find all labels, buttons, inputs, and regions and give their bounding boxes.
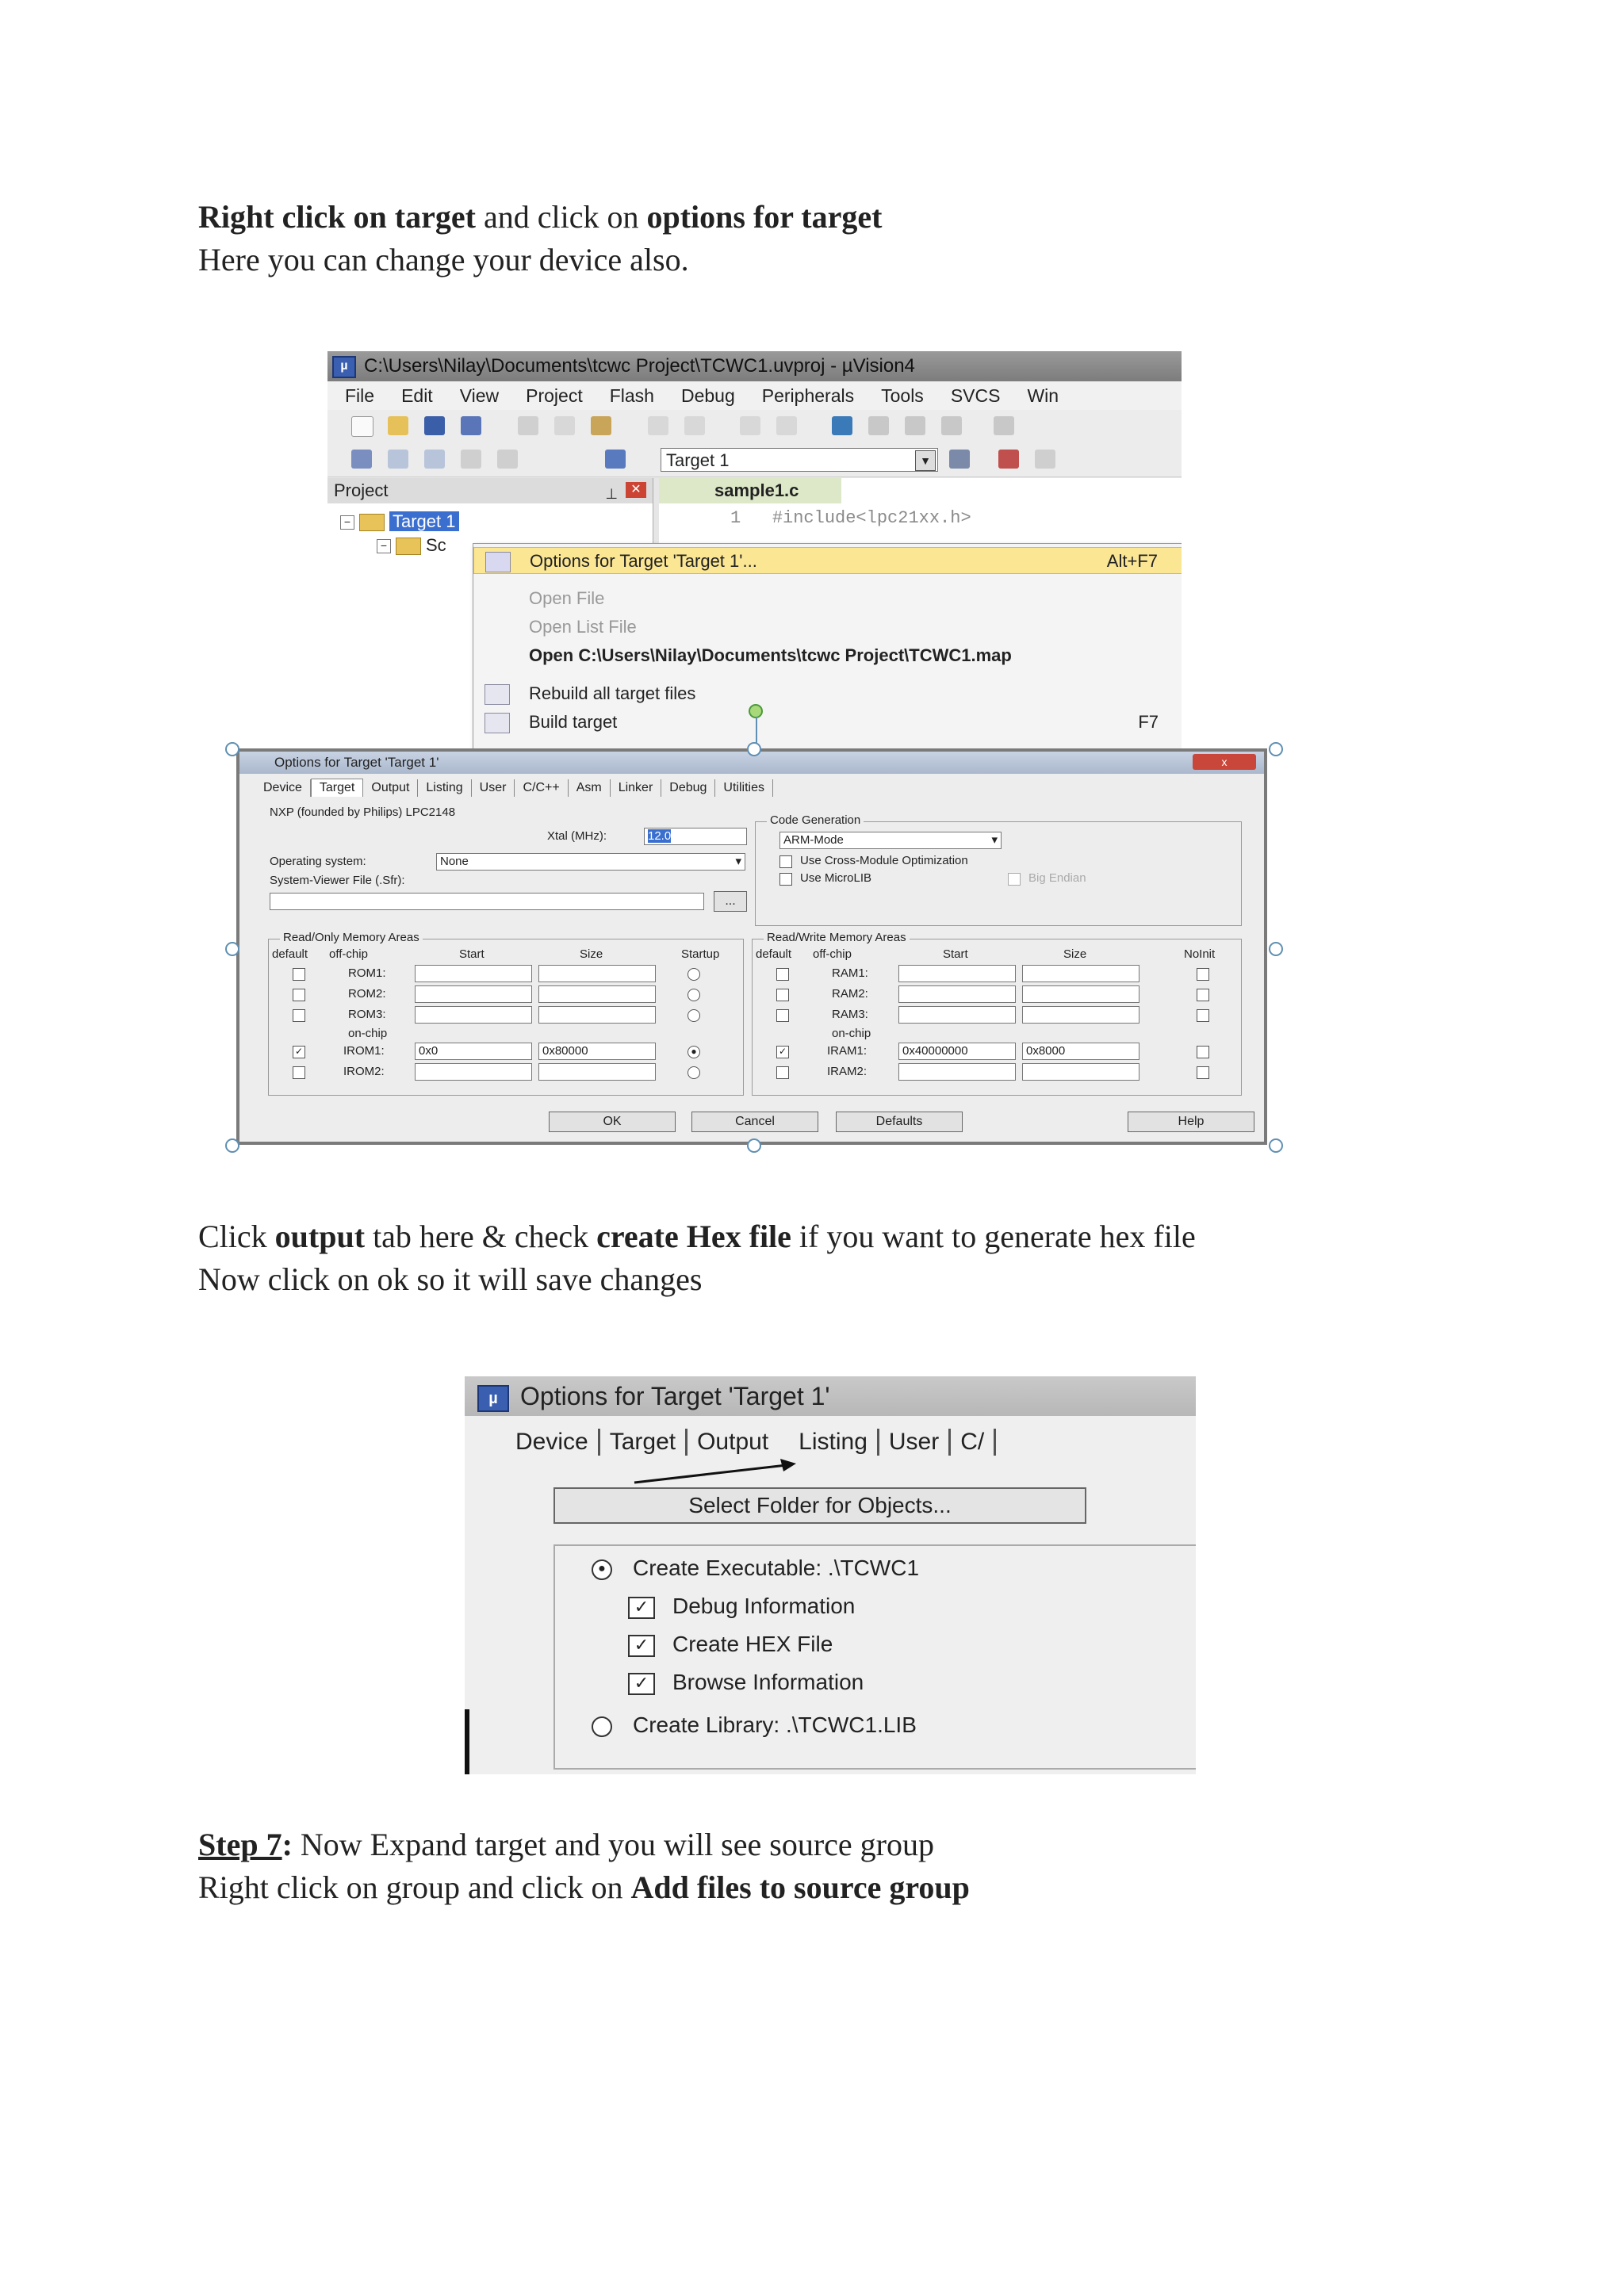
tab-target[interactable]: Target xyxy=(600,1429,688,1456)
translate-icon[interactable] xyxy=(351,450,372,469)
rebuild-icon xyxy=(485,684,510,705)
tab-target[interactable]: Target xyxy=(311,779,363,797)
chevron-down-icon[interactable]: ▾ xyxy=(735,855,741,868)
text: Right click on group and click on xyxy=(198,1869,631,1905)
tab-user[interactable]: User xyxy=(472,779,515,797)
cross-module-label: Use Cross-Module Optimization xyxy=(800,854,968,867)
tab-debug[interactable]: Debug xyxy=(661,779,715,797)
irom1-start-value: 0x0 xyxy=(419,1044,439,1058)
bookmark-clear-icon[interactable] xyxy=(941,416,962,435)
col-header: off-chip xyxy=(813,947,852,961)
create-library-radio[interactable] xyxy=(592,1716,612,1737)
dialog-title: Options for Target 'Target 1' xyxy=(274,755,439,770)
open-folder-icon[interactable] xyxy=(388,416,408,435)
menu-item-open-list-file[interactable] xyxy=(473,614,1182,641)
menu-file[interactable]: File xyxy=(345,385,375,406)
irom1-start-input[interactable] xyxy=(415,1043,532,1060)
menu-item-accel: Alt+F7 xyxy=(1106,551,1158,571)
target-select[interactable] xyxy=(661,448,938,472)
tab-user[interactable]: User xyxy=(879,1429,951,1456)
tree-item-target[interactable] xyxy=(340,510,459,534)
ram2-default-checkbox[interactable] xyxy=(776,989,789,1001)
undo-icon[interactable] xyxy=(648,416,668,435)
target-options-icon[interactable] xyxy=(949,450,970,469)
menu-project[interactable]: Project xyxy=(526,385,583,406)
menu-peripherals[interactable]: Peripherals xyxy=(761,385,855,406)
manage-components-icon[interactable] xyxy=(998,450,1019,469)
code-text: #include<lpc21xx.h> xyxy=(772,508,971,528)
microlib-label: Use MicroLIB xyxy=(800,871,872,885)
close-icon: x xyxy=(1221,756,1228,768)
debug-info-option[interactable] xyxy=(628,1594,855,1619)
tab-utilities[interactable]: Utilities xyxy=(715,779,773,797)
resize-handle[interactable] xyxy=(747,1138,761,1153)
menu-svcs[interactable]: SVCS xyxy=(950,385,1001,406)
rom1-default-checkbox[interactable] xyxy=(293,968,305,981)
resize-handle[interactable] xyxy=(225,942,239,956)
iram2-noinit-checkbox[interactable] xyxy=(1197,1066,1209,1079)
col-header: off-chip xyxy=(329,947,368,961)
editor-tab-label: sample1.c xyxy=(714,480,799,500)
irom1-size-input[interactable] xyxy=(538,1043,656,1060)
window-titlebar xyxy=(327,351,1182,381)
paste-icon[interactable] xyxy=(591,416,611,435)
iram1-start-input[interactable] xyxy=(898,1043,1016,1060)
os-value: None xyxy=(440,855,469,868)
options-for-target-dialog xyxy=(236,748,1267,1145)
onchip-label: on-chip xyxy=(832,1027,871,1040)
create-hex-option[interactable] xyxy=(628,1632,833,1657)
iram2-label: IRAM2: xyxy=(827,1065,868,1078)
bold-text: options for target xyxy=(646,199,883,235)
instruction-paragraph-1 xyxy=(198,196,882,281)
svf-input[interactable] xyxy=(270,893,704,910)
batch-build-icon[interactable] xyxy=(461,450,481,469)
irom1-default-checkbox[interactable]: ✓ xyxy=(293,1046,305,1058)
big-endian-label: Big Endian xyxy=(1028,871,1086,885)
rom1-startup-radio[interactable] xyxy=(688,968,700,981)
resize-handle[interactable] xyxy=(225,1138,239,1153)
col-header: Startup xyxy=(681,947,720,961)
create-executable-radio[interactable]: ● xyxy=(592,1559,612,1580)
text: tab here & check xyxy=(365,1219,597,1254)
bold-text: output xyxy=(274,1219,366,1254)
build-icon[interactable] xyxy=(388,450,408,469)
col-header: Start xyxy=(459,947,485,961)
ram2-noinit-checkbox[interactable] xyxy=(1197,989,1209,1001)
ram3-start-input[interactable] xyxy=(898,1006,1016,1024)
bold-text: Right click on target xyxy=(198,199,476,235)
indent-icon[interactable] xyxy=(994,416,1014,435)
menu-item-open-file[interactable] xyxy=(473,585,1182,612)
collapse-icon[interactable]: − xyxy=(340,515,354,530)
irom2-label: IROM2: xyxy=(343,1065,385,1078)
group-title: Read/Write Memory Areas xyxy=(764,931,910,944)
menu-item-label: Open List File xyxy=(529,617,637,637)
tab-device[interactable]: Device xyxy=(506,1429,600,1456)
menu-item-open-map[interactable] xyxy=(473,642,1182,669)
debug-info-checkbox[interactable]: ✓ xyxy=(628,1597,655,1619)
toolbar-file xyxy=(327,410,1182,444)
irom2-size-input[interactable] xyxy=(538,1063,656,1081)
onchip-label: on-chip xyxy=(348,1027,388,1040)
debug-info-label: Debug Information xyxy=(672,1594,856,1618)
window-title: C:\Users\Nilay\Documents\tcwc Project\TCWC1.uvproj - µVision4 xyxy=(364,355,915,377)
group-folder-icon xyxy=(396,538,421,555)
menu-item-options-for-target[interactable] xyxy=(473,547,1182,574)
line-number: 1 xyxy=(730,508,741,528)
resize-handle[interactable] xyxy=(1269,742,1283,756)
big-endian-checkbox[interactable] xyxy=(1008,873,1021,886)
arrow-icon xyxy=(631,1456,806,1487)
browse-info-option[interactable] xyxy=(628,1670,864,1695)
rom1-start-input[interactable] xyxy=(415,965,532,982)
project-panel-header xyxy=(327,478,653,503)
nav-back-icon[interactable] xyxy=(740,416,760,435)
tab-listing[interactable]: Listing xyxy=(789,1429,879,1456)
menu-debug[interactable]: Debug xyxy=(680,385,735,406)
xtal-input[interactable] xyxy=(644,828,747,845)
col-header: Size xyxy=(580,947,603,961)
text: Here you can change your device also. xyxy=(198,242,689,277)
copy-icon[interactable] xyxy=(554,416,575,435)
editor-tab[interactable] xyxy=(659,478,841,503)
col-header: default xyxy=(272,947,308,961)
irom1-size-value: 0x80000 xyxy=(542,1044,588,1058)
context-menu xyxy=(473,543,1182,756)
browse-info-checkbox[interactable]: ✓ xyxy=(628,1673,655,1695)
iram1-start-value: 0x40000000 xyxy=(902,1044,968,1058)
menu-item-label: Open File xyxy=(529,588,605,608)
rotate-handle-stem xyxy=(756,717,757,744)
tab-c-cpp[interactable]: C/ xyxy=(951,1429,996,1456)
browse-info-label: Browse Information xyxy=(672,1670,864,1694)
mode-select[interactable] xyxy=(779,832,1002,849)
iram1-size-value: 0x8000 xyxy=(1026,1044,1066,1058)
ram2-size-input[interactable] xyxy=(1022,985,1139,1003)
menu-item-label: Open C:\Users\Nilay\Documents\tcwc Project\TCWC1.map xyxy=(529,645,1012,665)
mode-value: ARM-Mode xyxy=(783,833,844,847)
select-folder-button[interactable]: Select Folder for Objects... xyxy=(553,1487,1086,1524)
resize-handle[interactable] xyxy=(225,742,239,756)
iram2-start-input[interactable] xyxy=(898,1063,1016,1081)
dialog-tabs xyxy=(506,1429,996,1456)
load-icon[interactable] xyxy=(605,450,626,469)
cut-icon[interactable] xyxy=(518,416,538,435)
iram2-size-input[interactable] xyxy=(1022,1063,1139,1081)
rom2-label: ROM2: xyxy=(348,987,386,1001)
rom2-startup-radio[interactable] xyxy=(688,989,700,1001)
bold-text: create Hex file xyxy=(596,1219,791,1254)
iram1-default-checkbox[interactable]: ✓ xyxy=(776,1046,789,1058)
col-header: default xyxy=(756,947,792,961)
help-button[interactable]: Help xyxy=(1128,1112,1254,1132)
bookmark-next-icon[interactable] xyxy=(905,416,925,435)
tab-output[interactable]: Output xyxy=(363,779,418,797)
defaults-button[interactable]: Defaults xyxy=(836,1112,963,1132)
create-library-label: Create Library: .\TCWC1.LIB xyxy=(633,1712,917,1737)
svf-label: System-Viewer File (.Sfr): xyxy=(270,874,405,887)
col-header: Size xyxy=(1063,947,1087,961)
select-packet-icon[interactable] xyxy=(1035,450,1055,469)
stop-build-icon[interactable] xyxy=(497,450,518,469)
irom1-label: IROM1: xyxy=(343,1044,385,1058)
dialog-title: Options for Target 'Target 1' xyxy=(520,1382,830,1410)
bookmark-icon[interactable] xyxy=(832,416,852,435)
dialog-titlebar xyxy=(465,1376,1196,1416)
xtal-label: Xtal (MHz): xyxy=(547,829,607,843)
menu-view[interactable]: View xyxy=(459,385,500,406)
menu-edit[interactable]: Edit xyxy=(401,385,433,406)
bold-text: : xyxy=(282,1827,293,1862)
menu-item-label: Build target xyxy=(529,712,618,732)
project-tree xyxy=(340,510,459,557)
create-hex-checkbox[interactable]: ✓ xyxy=(628,1635,655,1657)
ok-button[interactable]: OK xyxy=(549,1112,676,1132)
ram-areas-group xyxy=(752,931,1242,1096)
menu-item-label: Rebuild all target files xyxy=(529,683,696,703)
col-header: Start xyxy=(943,947,968,961)
menu-item-label: Options for Target 'Target 1'... xyxy=(530,551,757,571)
irom2-start-input[interactable] xyxy=(415,1063,532,1081)
create-executable-option[interactable] xyxy=(592,1556,919,1581)
target-folder-icon xyxy=(359,514,385,531)
rom3-label: ROM3: xyxy=(348,1008,386,1021)
create-hex-label: Create HEX File xyxy=(672,1632,833,1656)
rom3-start-input[interactable] xyxy=(415,1006,532,1024)
os-label: Operating system: xyxy=(270,855,366,868)
text: if you want to generate hex file xyxy=(791,1219,1196,1254)
close-icon[interactable]: ✕ xyxy=(626,482,646,498)
menu-window[interactable]: Win xyxy=(1027,385,1059,406)
iram2-default-checkbox[interactable] xyxy=(776,1066,789,1079)
ram1-noinit-checkbox[interactable] xyxy=(1197,968,1209,981)
col-header: NoInit xyxy=(1184,947,1216,961)
text: and click on xyxy=(475,199,647,235)
menu-tools[interactable]: Tools xyxy=(881,385,924,406)
nav-forward-icon[interactable] xyxy=(776,416,797,435)
tab-listing[interactable]: Listing xyxy=(418,779,471,797)
menu-item-accel: F7 xyxy=(1138,712,1159,732)
text: Now Expand target and you will see source group xyxy=(292,1827,934,1862)
irom2-default-checkbox[interactable] xyxy=(293,1066,305,1079)
dialog-tabs xyxy=(255,779,773,797)
options-wand-icon xyxy=(485,552,511,572)
target-select-value: Target 1 xyxy=(666,450,730,470)
cross-module-checkbox[interactable] xyxy=(779,855,792,868)
bookmark-prev-icon[interactable] xyxy=(868,416,889,435)
new-file-icon[interactable] xyxy=(351,416,373,437)
rom2-start-input[interactable] xyxy=(415,985,532,1003)
os-select[interactable] xyxy=(436,853,745,871)
rom1-label: ROM1: xyxy=(348,966,386,980)
rom2-default-checkbox[interactable] xyxy=(293,989,305,1001)
menu-bar xyxy=(327,381,1182,410)
rom3-size-input[interactable] xyxy=(538,1006,656,1024)
toolbar-build xyxy=(327,443,1182,477)
resize-handle[interactable] xyxy=(1269,942,1283,956)
bold-text: Add files to source group xyxy=(630,1869,970,1905)
pin-icon[interactable]: ⊥ xyxy=(605,486,618,502)
ram2-start-input[interactable] xyxy=(898,985,1016,1003)
ram3-label: RAM3: xyxy=(832,1008,868,1021)
rom3-default-checkbox[interactable] xyxy=(293,1009,305,1022)
microlib-checkbox[interactable] xyxy=(779,873,792,886)
ram1-size-input[interactable] xyxy=(1022,965,1139,982)
close-button[interactable] xyxy=(1193,754,1256,770)
chevron-down-icon[interactable]: ▾ xyxy=(991,833,998,847)
redo-icon[interactable] xyxy=(684,416,705,435)
project-panel-title: Project xyxy=(334,480,389,500)
text: Now click on ok so it will save changes xyxy=(198,1261,703,1297)
browse-button[interactable]: ... xyxy=(714,891,747,912)
group-title: Read/Only Memory Areas xyxy=(280,931,423,944)
resize-handle[interactable] xyxy=(1269,1138,1283,1153)
tab-linker[interactable]: Linker xyxy=(611,779,662,797)
ram3-noinit-checkbox[interactable] xyxy=(1197,1009,1209,1022)
ram3-default-checkbox[interactable] xyxy=(776,1009,789,1022)
create-library-option[interactable] xyxy=(592,1712,917,1738)
code-line xyxy=(730,508,971,528)
create-executable-label: Create Executable: .\TCWC1 xyxy=(633,1556,920,1580)
rebuild-icon[interactable] xyxy=(424,450,445,469)
ram3-size-input[interactable] xyxy=(1022,1006,1139,1024)
chevron-down-icon[interactable]: ▼ xyxy=(915,450,936,471)
ram1-start-input[interactable] xyxy=(898,965,1016,982)
uvision-app-icon: µ xyxy=(332,356,356,378)
irom1-startup-radio[interactable]: ● xyxy=(688,1046,700,1058)
collapse-icon[interactable]: − xyxy=(377,539,391,553)
cancel-button[interactable]: Cancel xyxy=(691,1112,818,1132)
tree-item-source-group[interactable] xyxy=(340,534,459,557)
menu-item-rebuild-all[interactable] xyxy=(473,680,1182,707)
tab-asm[interactable]: Asm xyxy=(569,779,611,797)
output-tab-screenshot xyxy=(465,1376,1196,1774)
rom3-startup-radio[interactable] xyxy=(688,1009,700,1022)
tree-item-target-label[interactable]: Target 1 xyxy=(389,511,459,531)
tree-item-group-label: Sc xyxy=(426,535,446,555)
instruction-paragraph-2 xyxy=(198,1215,1196,1301)
step-label: Step 7 xyxy=(198,1827,282,1862)
tab-output[interactable]: Output xyxy=(697,1429,769,1455)
menu-item-build-target[interactable] xyxy=(473,709,1182,736)
menu-flash[interactable]: Flash xyxy=(609,385,654,406)
text: Click xyxy=(198,1219,275,1254)
iram1-noinit-checkbox[interactable] xyxy=(1197,1046,1209,1058)
device-name: NXP (founded by Philips) LPC2148 xyxy=(270,806,456,819)
tab-c-cpp[interactable]: C/C++ xyxy=(515,779,568,797)
iram1-size-input[interactable] xyxy=(1022,1043,1139,1060)
irom2-startup-radio[interactable] xyxy=(688,1066,700,1079)
rom1-size-input[interactable] xyxy=(538,965,656,982)
uvision-app-icon: µ xyxy=(477,1385,509,1412)
group-title: Code Generation xyxy=(767,813,864,827)
resize-handle[interactable] xyxy=(747,742,761,756)
save-icon[interactable] xyxy=(424,416,445,435)
ram1-label: RAM1: xyxy=(832,966,868,980)
instruction-paragraph-3 xyxy=(198,1823,970,1909)
iram1-label: IRAM1: xyxy=(827,1044,868,1058)
rom2-size-input[interactable] xyxy=(538,985,656,1003)
ram2-label: RAM2: xyxy=(832,987,868,1001)
tab-device[interactable]: Device xyxy=(255,779,311,797)
rom-areas-group xyxy=(268,931,744,1096)
build-icon xyxy=(485,713,510,733)
save-all-icon[interactable] xyxy=(461,416,481,435)
left-edge-mark xyxy=(465,1709,469,1774)
xtal-value: 12.0 xyxy=(648,829,672,843)
ram1-default-checkbox[interactable] xyxy=(776,968,789,981)
code-generation-group xyxy=(755,813,1242,926)
uvision-screenshot xyxy=(327,351,1182,756)
